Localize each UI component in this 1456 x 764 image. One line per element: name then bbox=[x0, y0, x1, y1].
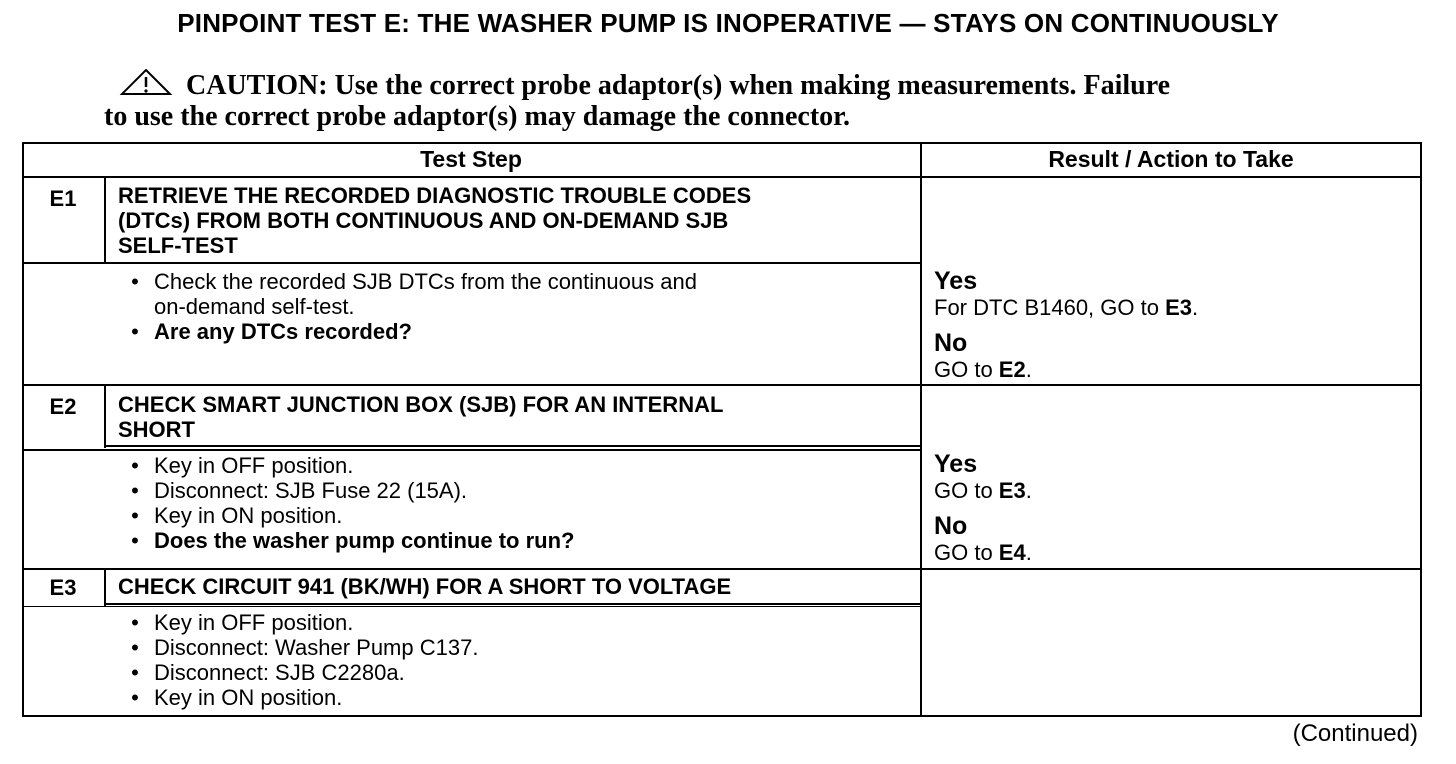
step-bullets-e2: • Key in OFF position. • Disconnect: SJB Fuse 22 (15A). • Key in ON position. • Does the washer pump continue to run? bbox=[116, 453, 916, 553]
bullet-icon: • bbox=[131, 635, 139, 660]
caution-text-line2: to use the correct probe adaptor(s) may damage the connector. bbox=[104, 101, 851, 132]
result-action: GO to E3. bbox=[934, 478, 1032, 503]
step-bullets-e3: • Key in OFF position. • Disconnect: Washer Pump C137. • Disconnect: SJB C2280a. • Key in ON position. bbox=[116, 610, 916, 710]
result-label-no: No bbox=[934, 512, 968, 540]
continued-label: (Continued) bbox=[1292, 720, 1418, 747]
header-test-step: Test Step bbox=[420, 146, 522, 172]
header-result: Result / Action to Take bbox=[1048, 146, 1294, 172]
page-title: PINPOINT TEST E: THE WASHER PUMP IS INOPERATIVE — STAYS ON CONTINUOUSLY bbox=[177, 8, 1279, 38]
bullet-icon: • bbox=[131, 319, 139, 344]
step-title-e2: CHECK SMART JUNCTION BOX (SJB) FOR AN INTERNAL SHORT bbox=[118, 392, 724, 442]
step-id-e1: E1 bbox=[49, 186, 77, 211]
step-id-e2: E2 bbox=[49, 394, 77, 419]
step-title-e3: CHECK CIRCUIT 941 (BK/WH) FOR A SHORT TO VOLTAGE bbox=[118, 574, 732, 599]
caution-label: CAUTION: bbox=[186, 70, 328, 101]
result-label-no: No bbox=[934, 329, 968, 357]
pinpoint-test-table bbox=[22, 142, 1422, 717]
bullet-icon: • bbox=[131, 478, 139, 503]
step-title-e1: RETRIEVE THE RECORDED DIAGNOSTIC TROUBLE CODES (DTCs) FROM BOTH CONTINUOUS AND ON-DEMAND SJB SELF-TEST bbox=[118, 183, 752, 258]
bullet-icon: • bbox=[131, 528, 139, 553]
warning-triangle-icon bbox=[118, 69, 174, 95]
result-action: For DTC B1460, GO to E3. bbox=[934, 295, 1199, 320]
bullet-icon: • bbox=[131, 610, 139, 635]
result-action: GO to E2. bbox=[934, 357, 1032, 382]
result-label-yes: Yes bbox=[934, 267, 978, 295]
bullet-icon: • bbox=[131, 269, 139, 294]
bullet-icon: • bbox=[131, 685, 139, 710]
result-label-yes: Yes bbox=[934, 450, 978, 478]
step-results-e1 bbox=[934, 268, 1414, 382]
caution-text-line1: Use the correct probe adaptor(s) when making measurements. Failure bbox=[334, 70, 1171, 101]
step-bullets-e1: • Check the recorded SJB DTCs from the continuous and on-demand self-test. • Are any DTCs recorded? bbox=[116, 269, 916, 344]
step-id-e3: E3 bbox=[49, 575, 77, 600]
caution-note bbox=[104, 70, 1354, 132]
bullet-icon: • bbox=[131, 453, 139, 478]
bullet-icon: • bbox=[131, 503, 139, 528]
step-results-e2 bbox=[934, 451, 1414, 565]
bullet-icon: • bbox=[131, 660, 139, 685]
result-action: GO to E4. bbox=[934, 540, 1032, 565]
